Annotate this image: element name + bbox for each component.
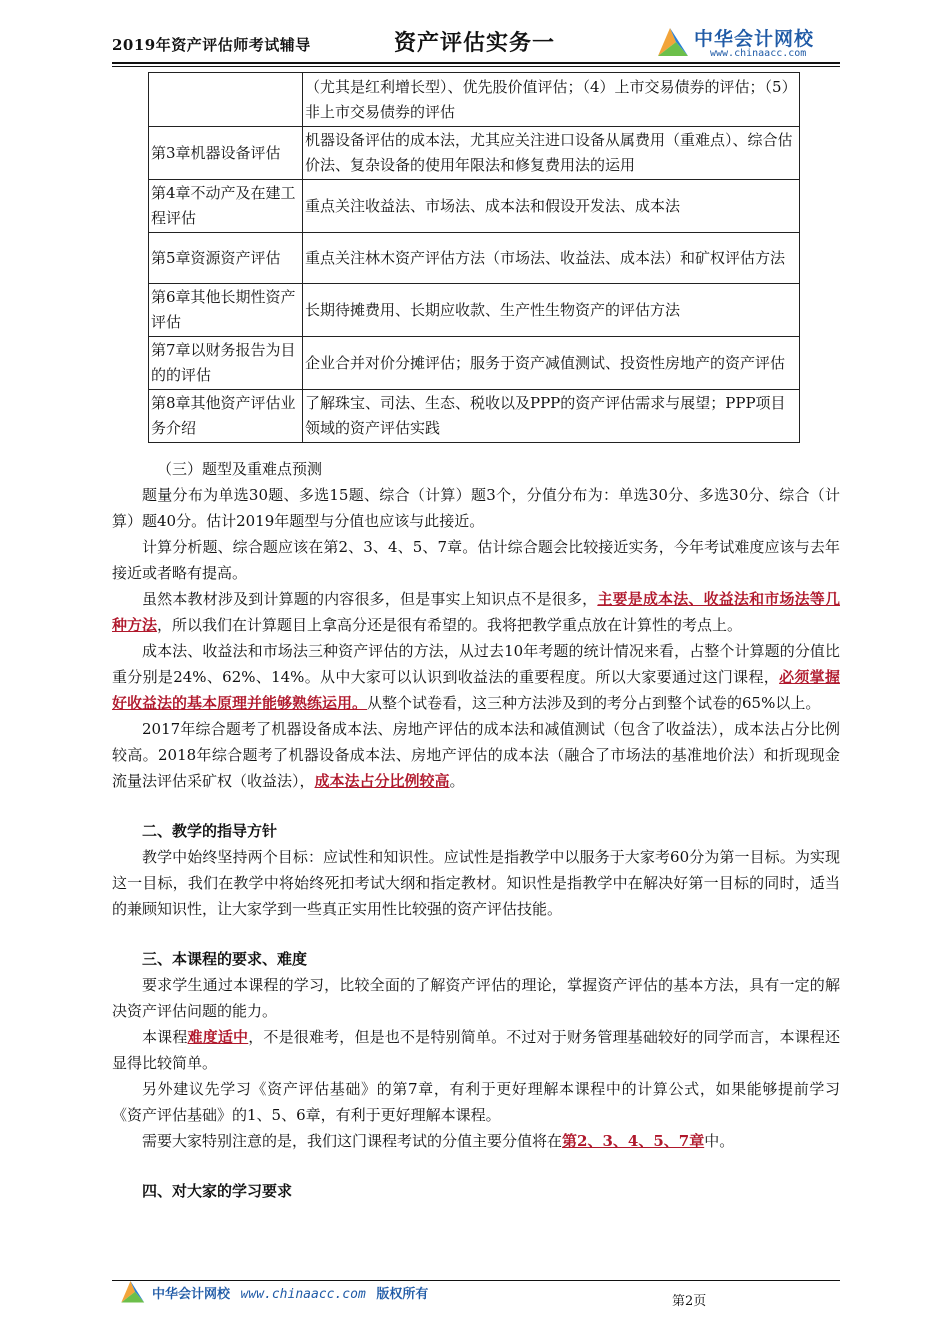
header-rule — [112, 62, 840, 64]
highlight-text: 难度适中 — [187, 1028, 249, 1046]
content-cell: 重点关注林木资产评估方法（市场法、收益法、成本法）和矿权评估方法 — [303, 233, 800, 284]
section-heading: 四、对大家的学习要求 — [142, 1182, 293, 1200]
text-run: ，不是很难考，但是也不是特别简单。不过对于财务管理基础较好的同学而言，本课程还显得比较简单。 — [112, 1028, 840, 1072]
header-course-title: 资产评估实务一 — [394, 30, 556, 56]
section-heading: 二、教学的指导方针 — [142, 822, 278, 840]
highlight-text: 主要是成本法、收益法和市场法等几种方法 — [112, 590, 840, 634]
chapter-cell: 第6章其他长期性资产评估 — [149, 284, 303, 337]
body-text — [112, 456, 840, 1204]
content-cell: 机器设备评估的成本法，尤其应关注进口设备从属费用（重难点）、综合估价法、复杂设备的使用年限法和修复费用法的运用 — [303, 127, 800, 180]
text-run: 需要大家特别注意的是，我们这门课程考试的分值主要分值将在 — [142, 1132, 563, 1150]
text-run: 成本法、收益法和市场法三种资产评估的方法，从过去10年考题的统计情况来看，占整个计算题的分值比重分别是24%、62%、14%。从中大家可以认识到收益法的重要程度。所以大家要通过这门课程， — [112, 642, 840, 686]
footer-rule — [112, 1280, 840, 1281]
table-row — [149, 127, 800, 180]
header-exam-title: 2019年资产评估师考试辅导 — [112, 36, 311, 54]
table-row — [149, 73, 800, 127]
section-subtitle: （三）题型及重难点预测 — [157, 460, 323, 478]
text-run: 本课程 — [142, 1028, 188, 1046]
chapter-cell: 第8章其他资产评估业务介绍 — [149, 390, 303, 443]
paragraph: 题量分布为单选30题、多选15题、综合（计算）题3个，分值分布为：单选30分、多选30分、综合（计算）题40分。估计2019年题型与分值也应该与此接近。 — [112, 486, 840, 530]
page-number: 第2页 — [672, 1294, 707, 1309]
table-row — [149, 390, 800, 443]
text-run: ，所以我们在计算题目上拿高分还是很有希望的。我将把教学重点放在计算性的考点上。 — [157, 616, 743, 634]
chapter-cell: 第3章机器设备评估 — [149, 127, 303, 180]
footer-logo-icon — [118, 1278, 146, 1304]
header-logo[interactable] — [654, 22, 834, 62]
highlight-text: 第2、3、4、5、7章 — [562, 1132, 705, 1150]
paragraph — [112, 638, 840, 716]
content-cell: 长期待摊费用、长期应收款、生产性生物资产的评估方法 — [303, 284, 800, 337]
logo-triangle-icon — [654, 24, 690, 58]
paragraph — [112, 1128, 840, 1154]
content-cell: 了解珠宝、司法、生态、税收以及PPP的资产评估需求与展望；PPP项目领域的资产评估实践 — [303, 390, 800, 443]
paragraph — [112, 1024, 840, 1076]
highlight-text: 成本法占分比例较高 — [314, 772, 450, 790]
paragraph: 另外建议先学习《资产评估基础》的第7章，有利于更好理解本课程中的计算公式，如果能够提前学习《资产评估基础》的1、5、6章，有利于更好理解本课程。 — [112, 1080, 840, 1124]
table-row — [149, 233, 800, 284]
chapter-table — [148, 72, 800, 443]
content-cell: （尤其是红利增长型）、优先股价值评估；（4）上市交易债券的评估；（5）非上市交易债券的评估 — [303, 73, 800, 127]
header-rule-thin — [112, 66, 840, 67]
logo-name: 中华会计网校 — [694, 28, 815, 50]
footer-copyright — [152, 1283, 428, 1302]
chapter-cell: 第7章以财务报告为目的的评估 — [149, 337, 303, 390]
highlight-text: 必须掌握好收益法的基本原理并能够熟练运用。 — [112, 668, 840, 712]
logo-url: www.chinaacc.com — [710, 48, 807, 59]
text-run: 中。 — [704, 1132, 735, 1150]
section-heading: 三、本课程的要求、难度 — [142, 950, 308, 968]
content-cell: 企业合并对价分摊评估；服务于资产减值测试、投资性房地产的资产评估 — [303, 337, 800, 390]
page-header — [112, 22, 842, 62]
footer-url-link[interactable]: www.chinaacc.com — [240, 1287, 366, 1302]
chapter-cell: 第5章资源资产评估 — [149, 233, 303, 284]
footer-rights: 版权所有 — [376, 1287, 429, 1302]
table-row — [149, 284, 800, 337]
paragraph: 要求学生通过本课程的学习，比较全面的了解资产评估的理论，掌握资产评估的基本方法，具有一定的解决资产评估问题的能力。 — [112, 976, 840, 1020]
table-row — [149, 337, 800, 390]
chapter-cell — [149, 73, 303, 127]
text-run: 从整个试卷看，这三种方法涉及到的考分占到整个试卷的65%以上。 — [367, 694, 821, 712]
footer-name: 中华会计网校 — [152, 1287, 231, 1302]
text-run: 虽然本教材涉及到计算题的内容很多，但是事实上知识点不是很多， — [142, 590, 598, 608]
text-run: 。 — [449, 772, 465, 790]
text-run: 2017年综合题考了机器设备成本法、房地产评估的成本法和减值测试（包含了收益法），成本法占分比例较高。2018年综合题考了机器设备成本法、房地产评估的成本法（融合了市场法的基准地价法）和折现现金流量法评估采矿权（收益法）， — [112, 720, 840, 790]
chapter-cell: 第4章不动产及在建工程评估 — [149, 180, 303, 233]
table-row — [149, 180, 800, 233]
content-cell: 重点关注收益法、市场法、成本法和假设开发法、成本法 — [303, 180, 800, 233]
paragraph — [112, 716, 840, 794]
paragraph: 计算分析题、综合题应该在第2、3、4、5、7章。估计综合题会比较接近实务，今年考试难度应该与去年接近或者略有提高。 — [112, 538, 840, 582]
paragraph — [112, 586, 840, 638]
paragraph: 教学中始终坚持两个目标：应试性和知识性。应试性是指教学中以服务于大家考60分为第一目标。为实现这一目标，我们在教学中将始终死扣考试大纲和指定教材。知识性是指教学中在解决好第一目标的同时，适当的兼顾知识性，让大家学到一些真正实用性比较强的资产评估技能。 — [112, 848, 840, 918]
